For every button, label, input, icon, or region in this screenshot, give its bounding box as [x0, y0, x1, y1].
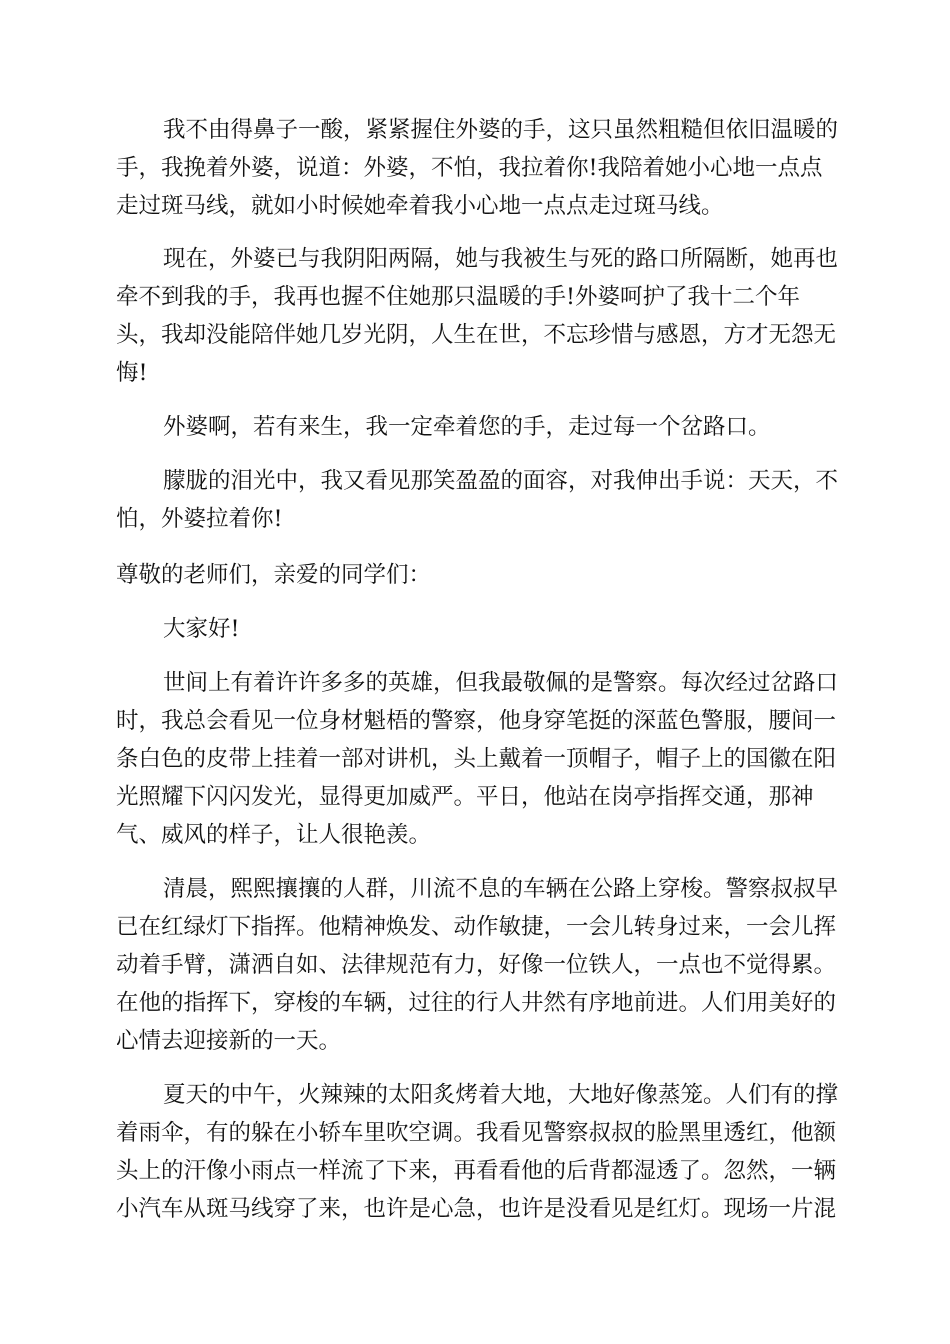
text-line: 小汽车从斑马线穿了来，也许是心急，也许是没看见是红灯。现场一片混	[116, 1196, 837, 1222]
text-line: 着雨伞，有的躲在小轿车里吹空调。我看见警察叔叔的脸黑里透红，他额	[116, 1120, 837, 1146]
text-line: 头上的汗像小雨点一样流了下来，再看看他的后背都湿透了。忽然，一辆	[116, 1158, 837, 1184]
text-line: 世间上有着许许多多的英雄，但我最敬佩的是警察。每次经过岔路口	[163, 670, 839, 696]
text-line: 心情去迎接新的一天。	[116, 1028, 342, 1054]
text-line: 动着手臂，潇洒自如、法律规范有力，好像一位铁人，一点也不觉得累。	[116, 952, 837, 978]
greeting: 大家好!	[163, 616, 240, 642]
text-line: 气、威风的样子，让人很艳羡。	[116, 822, 432, 848]
text-line: 头，我却没能陪伴她几岁光阴，人生在世，不忘珍惜与感恩，方才无怨无	[116, 322, 837, 348]
text-line: 我不由得鼻子一酸，紧紧握住外婆的手，这只虽然粗糙但依旧温暖的	[163, 117, 839, 143]
text-line: 在他的指挥下，穿梭的车辆，过往的行人井然有序地前进。人们用美好的	[116, 990, 837, 1016]
text-line: 外婆啊，若有来生，我一定牵着您的手，走过每一个岔路口。	[163, 414, 771, 440]
text-line: 怕，外婆拉着你!	[116, 506, 283, 532]
text-line: 光照耀下闪闪发光，显得更加威严。平日，他站在岗亭指挥交通，那神	[116, 784, 814, 810]
text-line: 朦胧的泪光中，我又看见那笑盈盈的面容，对我伸出手说：天天，不	[163, 468, 839, 494]
text-line: 清晨，熙熙攘攘的人群，川流不息的车辆在公路上穿梭。警察叔叔早	[163, 876, 839, 902]
salutation: 尊敬的老师们，亲爱的同学们：	[116, 562, 432, 588]
text-line: 走过斑马线，就如小时候她牵着我小心地一点点走过斑马线。	[116, 193, 724, 219]
text-line: 现在，外婆已与我阴阳两隔，她与我被生与死的路口所隔断，她再也	[163, 246, 839, 272]
text-line: 夏天的中午，火辣辣的太阳炙烤着大地，大地好像蒸笼。人们有的撑	[163, 1082, 839, 1108]
text-line: 时，我总会看见一位身材魁梧的警察，他身穿笔挺的深蓝色警服，腰间一	[116, 708, 837, 734]
text-line: 牵不到我的手，我再也握不住她那只温暖的手!外婆呵护了我十二个年	[116, 284, 801, 310]
text-line: 已在红绿灯下指挥。他精神焕发、动作敏捷，一会儿转身过来，一会儿挥	[116, 914, 837, 940]
text-line: 条白色的皮带上挂着一部对讲机，头上戴着一顶帽子，帽子上的国徽在阳	[116, 746, 837, 772]
text-line: 手，我挽着外婆，说道：外婆，不怕，我拉着你!我陪着她小心地一点点	[116, 155, 823, 181]
text-line: 悔!	[116, 360, 148, 386]
